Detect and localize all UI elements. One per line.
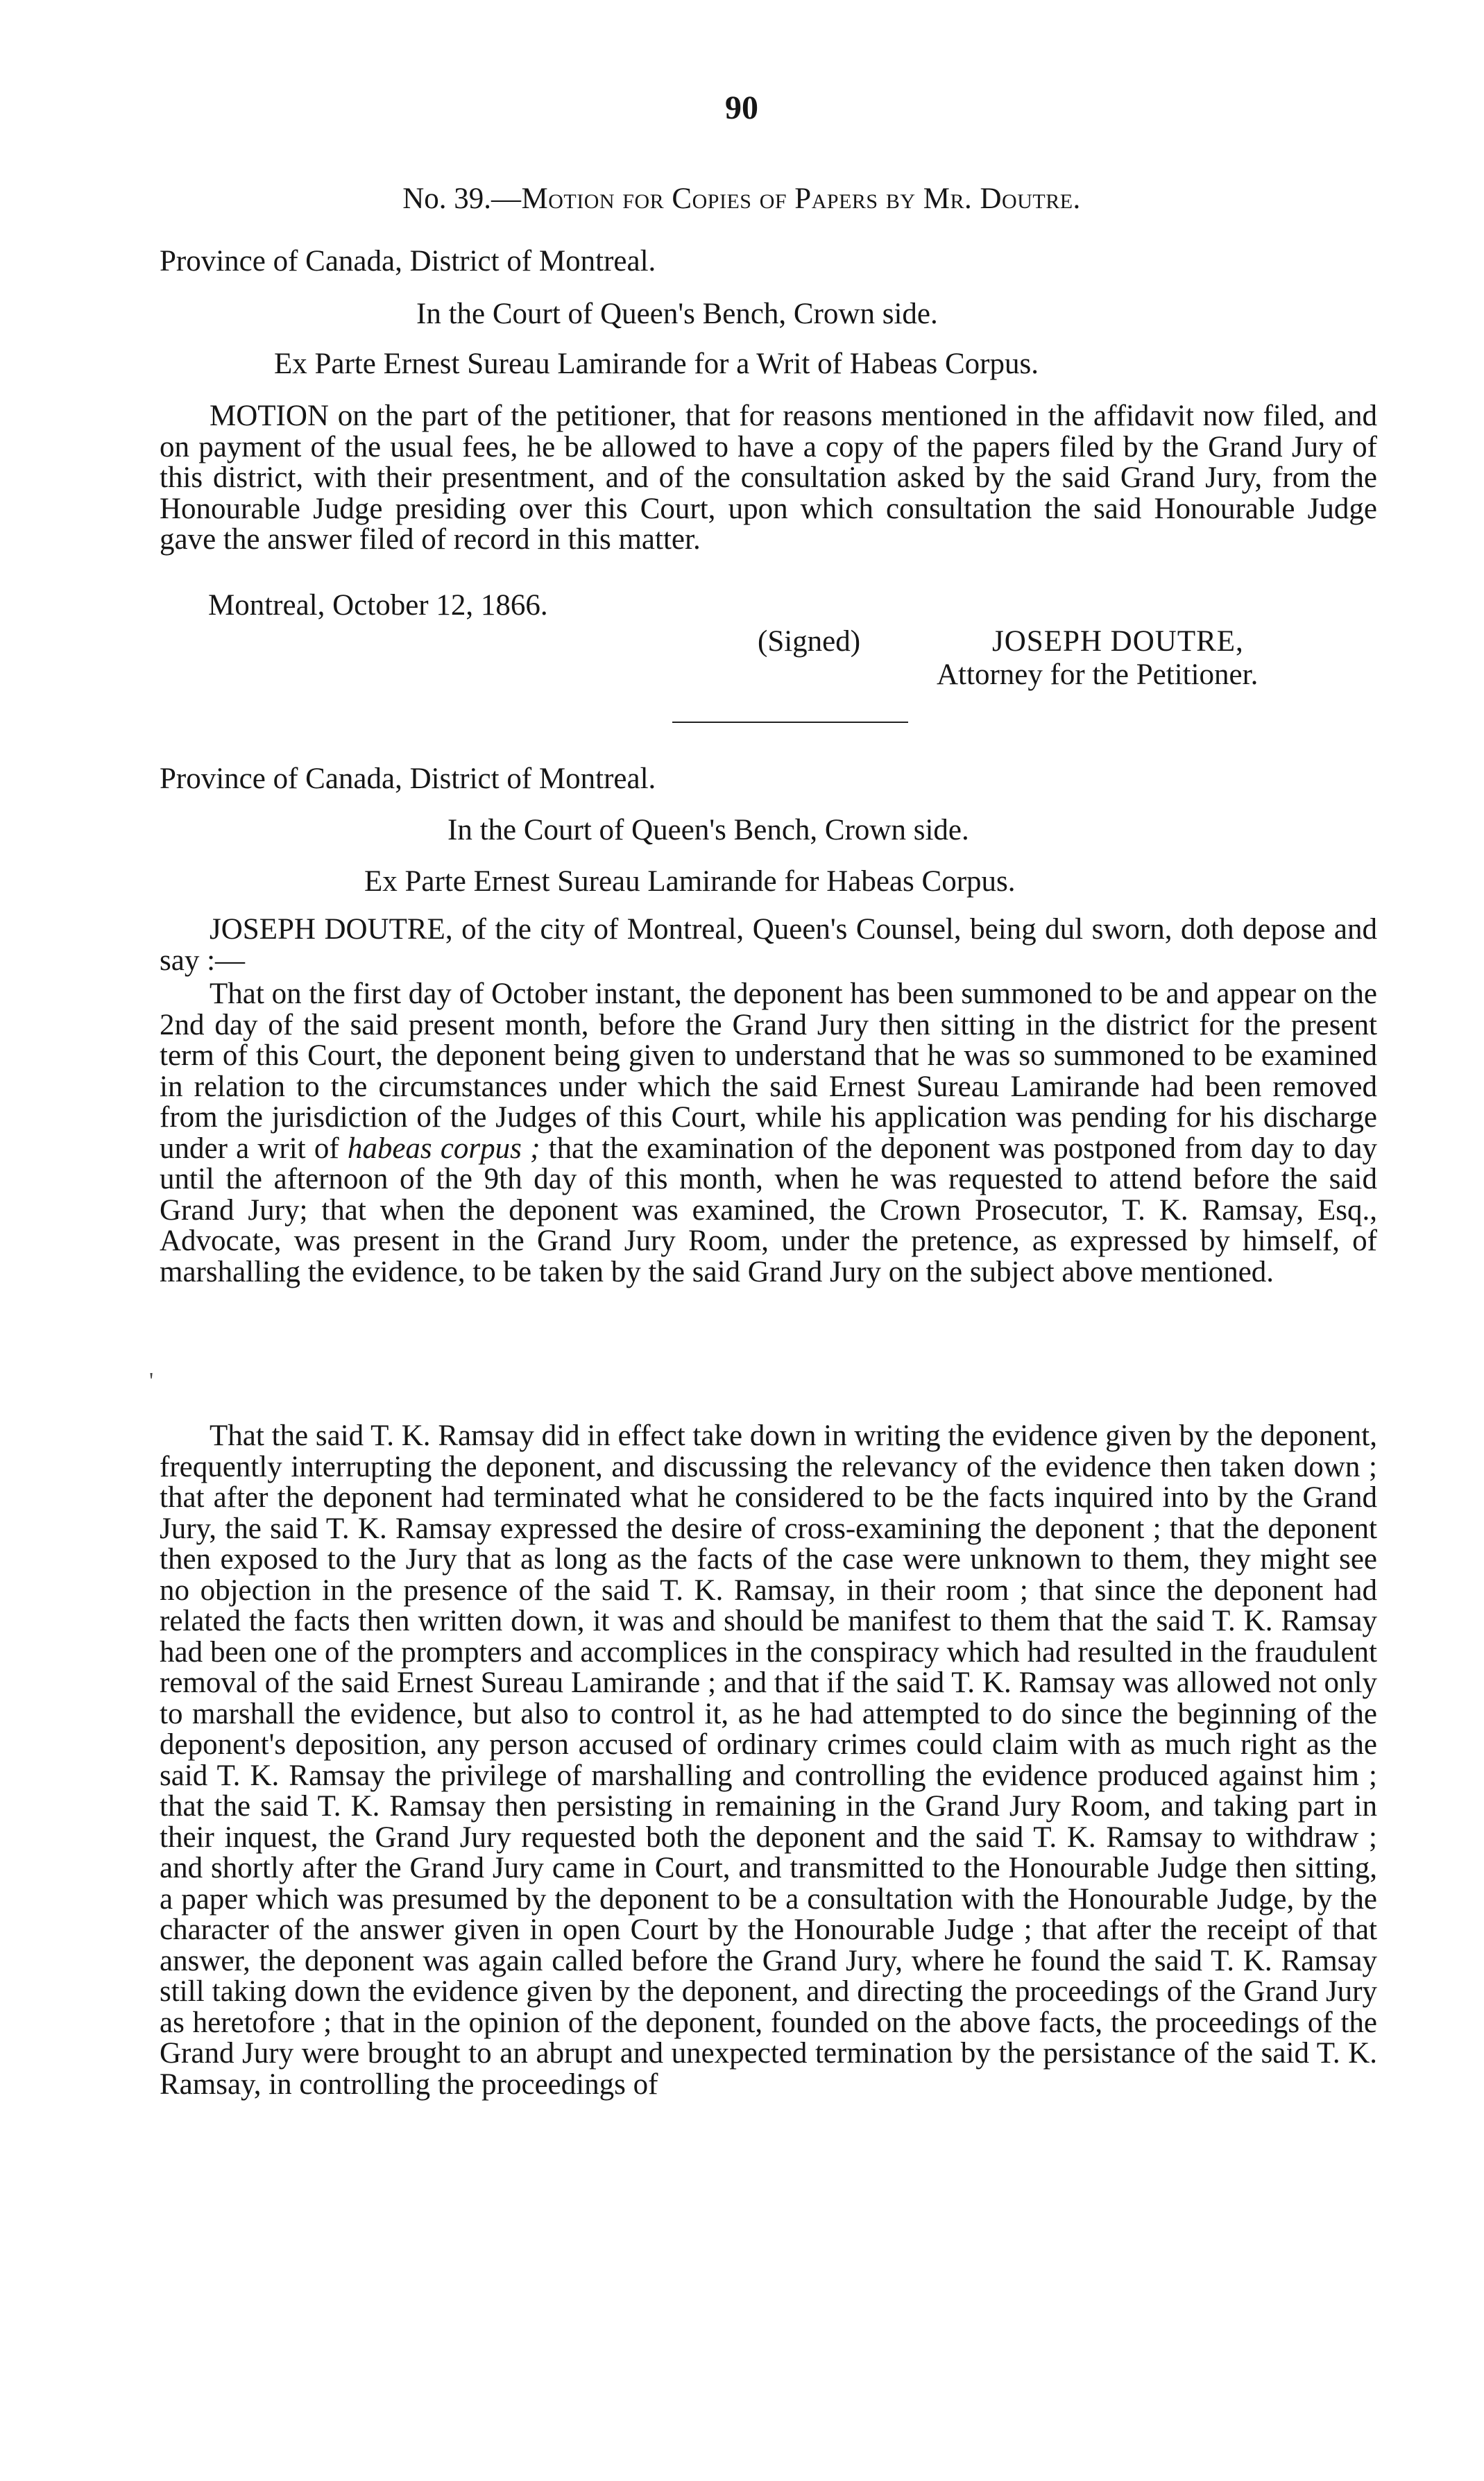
affidavit-case-title: Ex Parte Ernest Sureau Lamirande for Habeas Corpus. xyxy=(364,865,1016,898)
signer-title: Attorney for the Petitioner. xyxy=(937,658,1259,691)
page-number: 90 xyxy=(725,89,758,126)
signed-label: (Signed) xyxy=(758,625,861,658)
paragraph-1-text-b: that the examination of the deponent was postponed from day to day until the afternoon of the 9th day of this month, when he was requested to attend before the said Grand Jury; that when the deponent was examined, the Crown Prosecutor, T. K. Ramsay, Esq., Advocate, was present in the Grand Jury Room, under the pretence, as expressed by himself, of marshalling the evidence, to be taken by the said Grand Jury on the subject above mentioned. xyxy=(160,1132,1378,1288)
motion-title-text: —Motion for Copies of Papers by Mr. Doutre. xyxy=(491,182,1081,215)
section-divider xyxy=(672,722,908,723)
motion-date: Montreal, October 12, 1866. xyxy=(208,589,548,622)
affidavit-intro xyxy=(160,914,1377,976)
margin-mark: ' xyxy=(149,1368,154,1394)
affidavit-paragraph-1 xyxy=(160,979,1377,1288)
motion-case-title: Ex Parte Ernest Sureau Lamirande for a Writ of Habeas Corpus. xyxy=(274,348,1039,380)
motion-title xyxy=(402,182,1081,216)
motion-body-text: MOTION on the part of the petitioner, that for reasons mentioned in the affidavit now filed, and on payment of the usual fees, he be allowed to have a copy of the papers filed by the Grand Jury of this district, with their presentment, and of the consultation asked by the said Grand Jury, from the Honourable Judge presiding over this Court, upon which consultation the said Honourable Judge gave the answer filed of record in this matter. xyxy=(160,400,1377,556)
motion-province: Province of Canada, District of Montreal. xyxy=(160,245,656,278)
signer-name: JOSEPH DOUTRE, xyxy=(992,625,1244,658)
affidavit-intro-text: JOSEPH DOUTRE, of the city of Montreal, Queen's Counsel, being dul sworn, doth depose and say :— xyxy=(160,913,1377,977)
motion-title-number: No. 39. xyxy=(402,182,492,215)
paragraph-1-text-a: That on the first day of October instant, the deponent has been summoned to be and appear on the 2nd day of the said present month, before the Grand Jury then sitting in the district for the present term of this Court, the deponent being given to understand that he was so summoned to be examined in relation to the circumstances under which the said Ernest Sureau Lamirande had been removed from the jurisdiction of the Judges of this Court, while his application was pending for his discharge under a writ of xyxy=(160,978,1377,1165)
affidavit-court: In the Court of Queen's Bench, Crown side. xyxy=(447,814,969,846)
paragraph-2-text: That the said T. K. Ramsay did in effect take down in writing the evidence given by the deponent, frequently interrupting the deponent, and discussing the relevancy of the evidence then taken down ; that after the deponent had terminated what he considered to be the facts inquired into by the Grand Jury, the said T. K. Ramsay expressed the desire of cross-examining the deponent ; that the deponent then exposed to the Jury that as long as the facts of the case were unknown to them, they might see no objection in the presence of the said T. K. Ramsay, in their room ; that since the deponent had related the facts then written down, it was and should be manifest to them that the said T. K. Ramsay had been one of the prompters and accomplices in the conspiracy which had resulted in the fraudulent removal of the said Ernest Sureau Lamirande ; and that if the said T. K. Ramsay was allowed not only to marshall the evidence, but also to control it, as he had attempted to do since the beginning of the deponent's deposition, any person accused of ordinary crimes could claim with as much right as the said T. K. Ramsay the privilege of marshalling and controlling the evidence produced against him ; that the said T. K. Ramsay then persisting in remaining in the Grand Jury Room, and taking part in their inquest, the Grand Jury requested both the deponent and the said T. K. Ramsay to withdraw ; and shortly after the Grand Jury came in Court, and transmitted to the Honourable Judge then sitting, a paper which was presumed by the deponent to be a consultation with the Honourable Judge, by the character of the answer given in open Court by the Honourable Judge ; that after the receipt of that answer, the deponent was again called before the Grand Jury, where he found the said T. K. Ramsay still taking down the evidence given by the deponent, and directing the proceedings of the Grand Jury as heretofore ; that in the opinion of the deponent, founded on the above facts, the proceedings of the Grand Jury were brought to an abrupt and unexpected termination by the persistance of the said T. K. Ramsay, in controlling the proceedings of xyxy=(160,1419,1377,2101)
motion-court: In the Court of Queen's Bench, Crown side. xyxy=(416,298,938,330)
paragraph-1-italic: habeas corpus ; xyxy=(347,1132,540,1165)
affidavit-paragraph-2 xyxy=(160,1421,1377,2100)
affidavit-province: Province of Canada, District of Montreal. xyxy=(160,762,656,795)
motion-body xyxy=(160,401,1377,556)
